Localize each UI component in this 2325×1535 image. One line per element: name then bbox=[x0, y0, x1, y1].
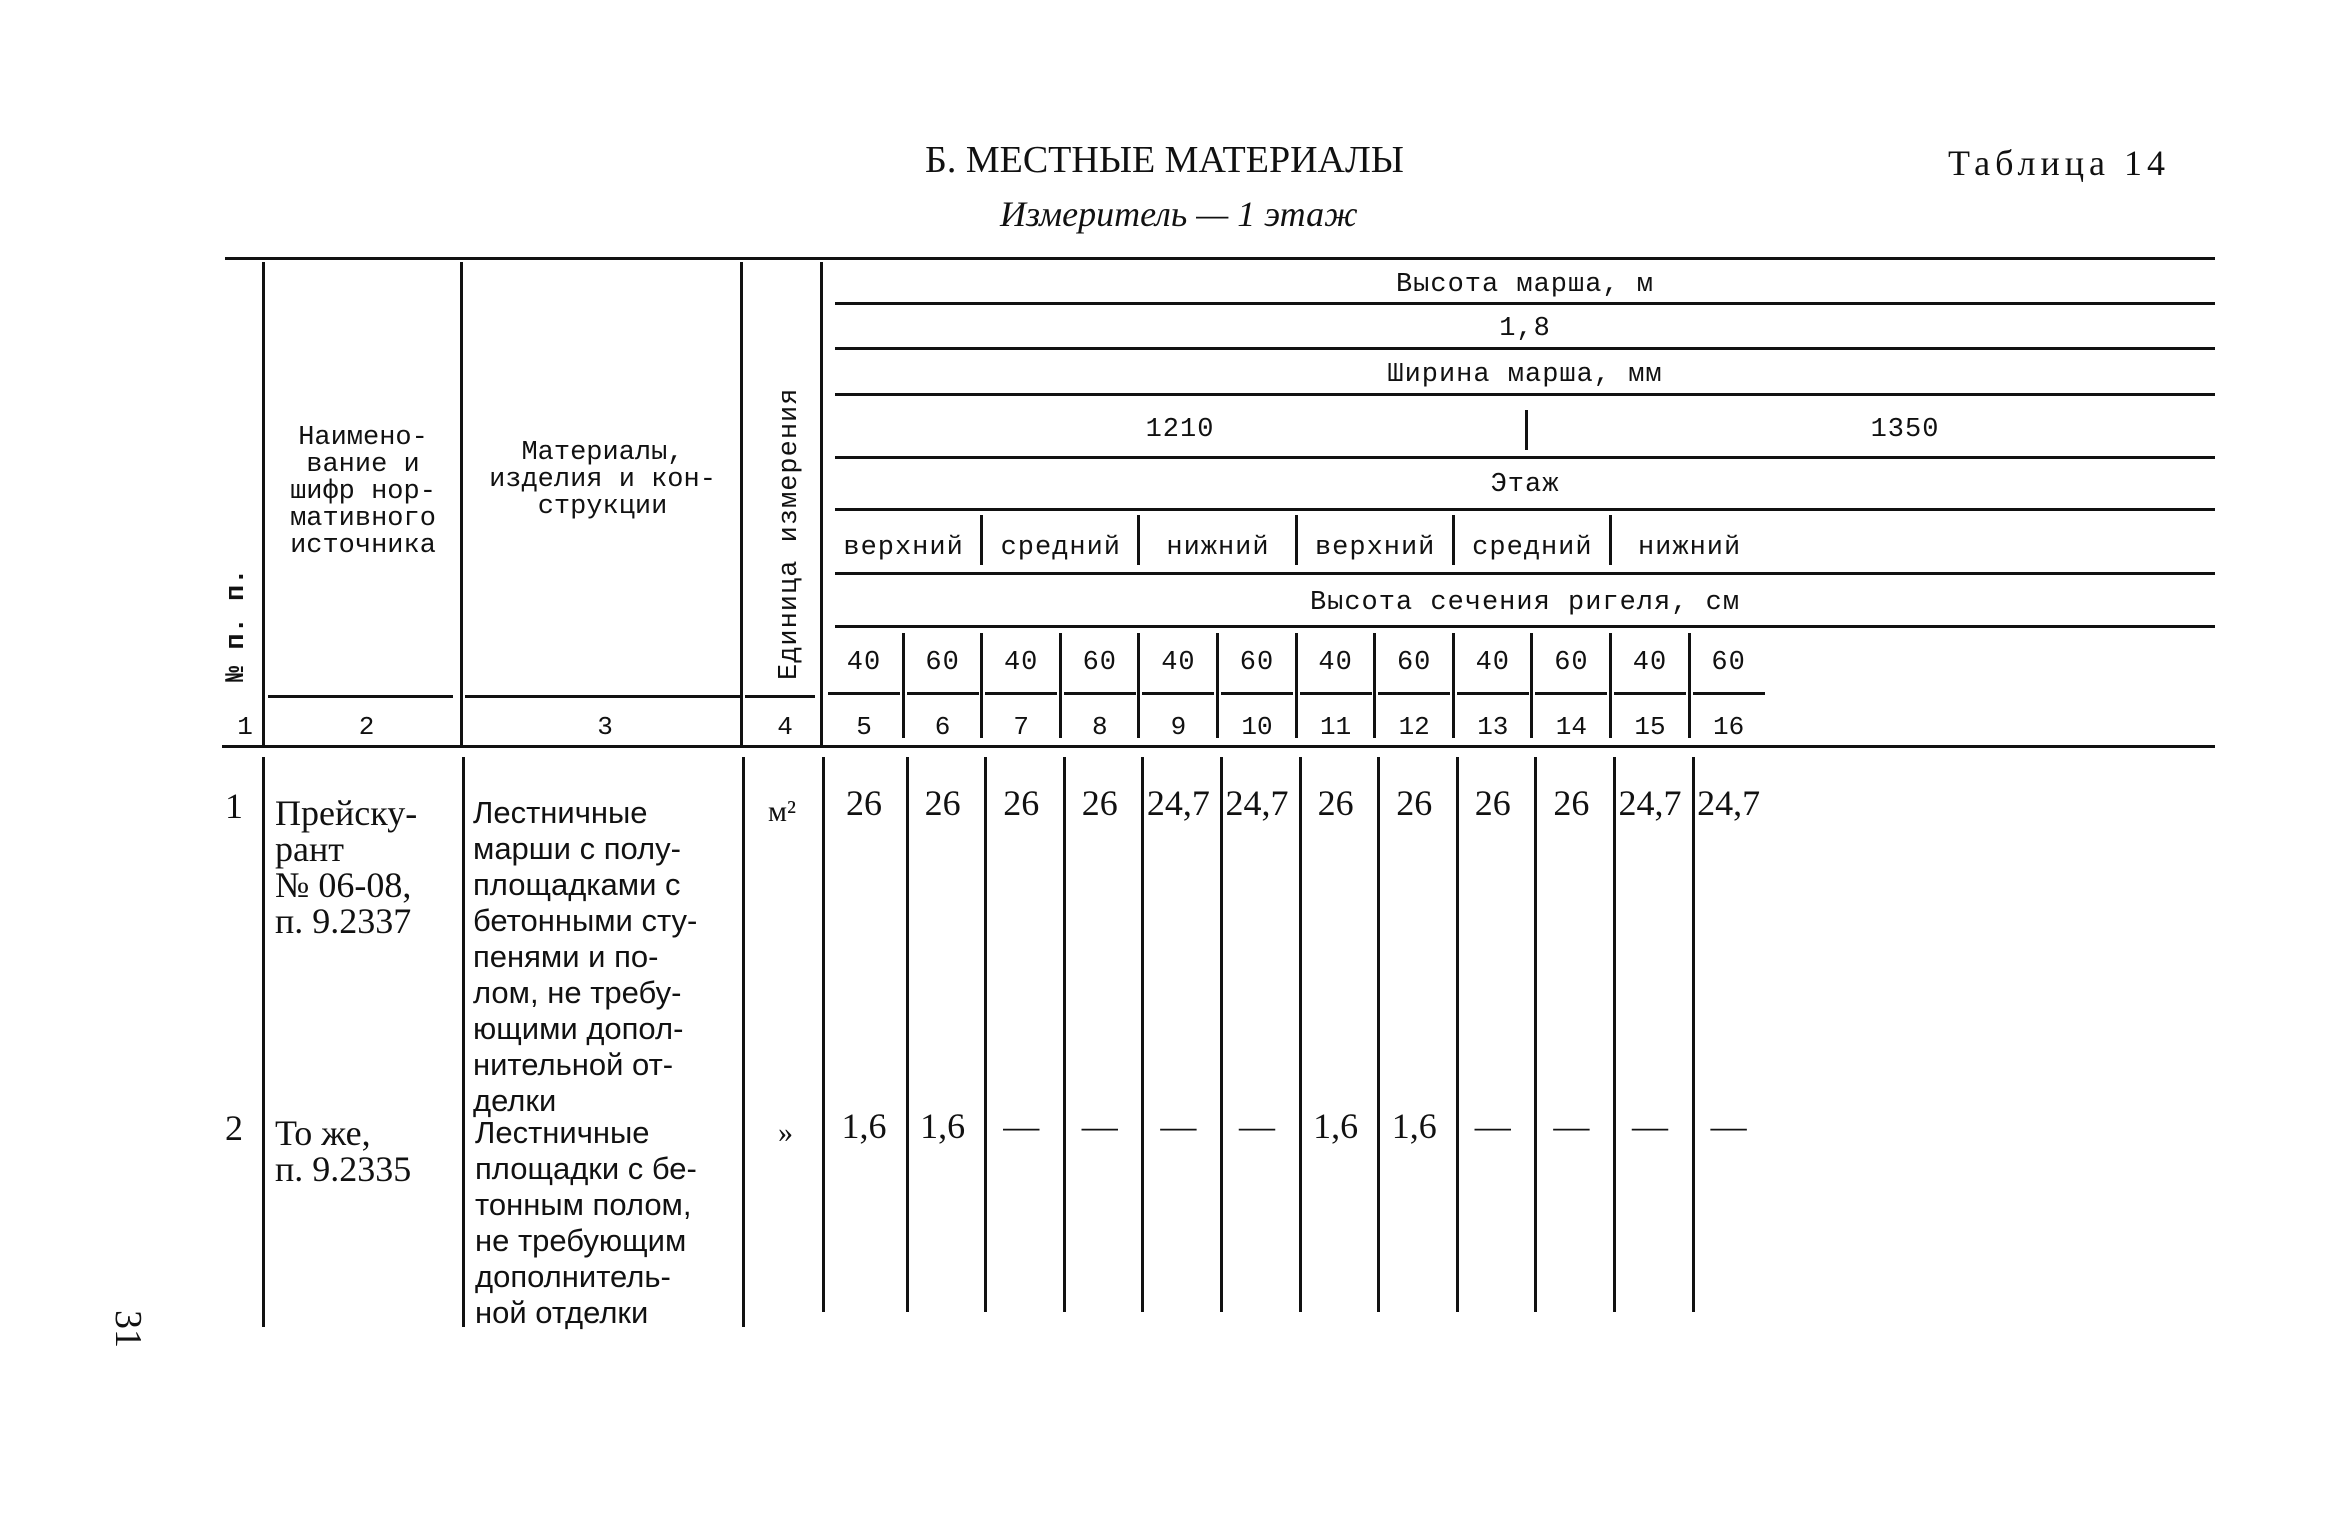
v-rule bbox=[740, 262, 743, 746]
section-label: 60 bbox=[1082, 648, 1117, 678]
table-cell: 26 bbox=[1553, 783, 1590, 823]
measure-caption: Измеритель — 1 этаж bbox=[1000, 194, 1358, 234]
h-rule bbox=[835, 347, 2215, 350]
v-rule bbox=[742, 757, 745, 1327]
v-rule bbox=[820, 262, 823, 746]
h-rule bbox=[745, 695, 815, 698]
column-number: 13 bbox=[1477, 712, 1509, 742]
v-rule bbox=[462, 757, 465, 1327]
column-number: 6 bbox=[934, 712, 951, 742]
table-cell: 26 bbox=[1003, 783, 1040, 823]
height-march-header: Высота марша, м bbox=[1395, 270, 1655, 300]
v-rule bbox=[1609, 633, 1612, 738]
row-2-source: То же, п. 9.2335 bbox=[275, 1113, 412, 1189]
column-number: 2 bbox=[358, 712, 375, 742]
table-cell: — bbox=[1710, 1106, 1747, 1146]
floor-label: средний bbox=[1000, 533, 1121, 563]
v-rule bbox=[1613, 757, 1616, 1312]
h-rule bbox=[985, 692, 1057, 695]
section-label: 40 bbox=[1475, 648, 1510, 678]
table-cell: 26 bbox=[846, 783, 882, 823]
source-header: Наимено- вание и шифр нор- мативного источника bbox=[290, 423, 436, 561]
h-rule bbox=[835, 625, 2215, 628]
column-number: 16 bbox=[1712, 712, 1745, 742]
row-2-no: 2 bbox=[225, 1108, 243, 1148]
v-rule bbox=[1295, 633, 1298, 738]
h-rule bbox=[1693, 692, 1765, 695]
table-cell: 1,6 bbox=[1391, 1106, 1437, 1146]
h-rule bbox=[268, 695, 453, 698]
column-number: 12 bbox=[1398, 712, 1430, 742]
h-rule bbox=[1221, 692, 1293, 695]
column-number: 15 bbox=[1634, 712, 1666, 742]
floor-label: верхний bbox=[843, 533, 964, 563]
floor-label: нижний bbox=[1166, 533, 1270, 563]
h-rule bbox=[828, 692, 900, 695]
table-cell: — bbox=[1081, 1106, 1118, 1146]
table-cell: 1,6 bbox=[841, 1106, 887, 1146]
h-rule bbox=[1300, 692, 1372, 695]
h-rule bbox=[835, 508, 2215, 511]
v-rule bbox=[822, 757, 825, 1312]
section-label: 40 bbox=[1632, 648, 1668, 678]
table-cell: 26 bbox=[1317, 783, 1354, 823]
table-cell: — bbox=[1474, 1106, 1511, 1146]
column-number: 5 bbox=[856, 712, 872, 742]
v-rule bbox=[1688, 633, 1691, 738]
h-rule bbox=[1142, 692, 1214, 695]
v-rule bbox=[1137, 633, 1140, 738]
table-cell: 24,7 bbox=[1225, 783, 1289, 823]
h-rule bbox=[835, 393, 2215, 396]
v-rule bbox=[1456, 757, 1459, 1312]
table-cell: 24,7 bbox=[1697, 783, 1761, 823]
section-label: 60 bbox=[1711, 648, 1746, 678]
section-label: 60 bbox=[925, 648, 960, 678]
v-rule bbox=[980, 633, 983, 738]
table-cell: 1,6 bbox=[1313, 1106, 1359, 1146]
column-number: 3 bbox=[597, 712, 613, 742]
v-rule bbox=[984, 757, 987, 1312]
table-cell: 1,6 bbox=[920, 1106, 966, 1146]
v-rule bbox=[460, 262, 463, 746]
h-rule bbox=[835, 302, 2215, 305]
v-rule bbox=[1299, 757, 1302, 1312]
v-rule bbox=[1452, 515, 1455, 565]
column-number: 8 bbox=[1091, 712, 1108, 742]
v-rule bbox=[1452, 633, 1455, 738]
col-number-header: № п. п. bbox=[222, 568, 252, 682]
table-cell: 26 bbox=[1081, 783, 1118, 823]
v-rule bbox=[1530, 633, 1533, 738]
floor-label: верхний bbox=[1314, 533, 1436, 563]
table-cell: 26 bbox=[1396, 783, 1433, 823]
v-rule bbox=[1373, 633, 1376, 738]
row-1-unit: м² bbox=[768, 795, 796, 828]
row-1-material: Лестничные марши с полу- площадками с бетонными сту- пенями и по- лом, не требу- ющими допол- нительной от- делки bbox=[473, 795, 698, 1118]
column-number: 14 bbox=[1555, 712, 1587, 742]
page-number: 31 bbox=[107, 1310, 149, 1348]
v-rule bbox=[1220, 757, 1223, 1312]
section-label: 40 bbox=[1318, 648, 1353, 678]
material-header: Материалы, изделия и кон- струкции bbox=[489, 438, 716, 522]
width-1210: 1210 bbox=[1145, 415, 1215, 445]
h-rule bbox=[465, 695, 740, 698]
column-number: 9 bbox=[1170, 712, 1187, 742]
section-label: 60 bbox=[1239, 648, 1275, 678]
h-rule bbox=[907, 692, 979, 695]
h-rule bbox=[1378, 692, 1450, 695]
table-cell: — bbox=[1239, 1106, 1275, 1146]
h-rule bbox=[835, 572, 2215, 575]
section-height-header: Высота сечения ригеля, см bbox=[1309, 588, 1741, 618]
v-rule bbox=[1377, 757, 1380, 1312]
v-rule bbox=[1692, 757, 1695, 1312]
section-label: 60 bbox=[1554, 648, 1589, 678]
v-rule bbox=[1063, 757, 1066, 1312]
table-cell: — bbox=[1003, 1106, 1040, 1146]
v-rule bbox=[1216, 633, 1219, 738]
h-rule bbox=[1457, 692, 1529, 695]
floor-label: нижний bbox=[1637, 533, 1742, 563]
row-1-source: Прейску- рант № 06-08, п. 9.2337 bbox=[275, 793, 418, 941]
table-cell: 24,7 bbox=[1618, 783, 1682, 823]
row-2-material: Лестничные площадки с бе- тонным полом, не требующим дополнитель- ной отделки bbox=[475, 1115, 697, 1330]
v-rule bbox=[1534, 757, 1537, 1312]
column-number: 7 bbox=[1013, 712, 1029, 742]
h-rule bbox=[1064, 692, 1136, 695]
v-rule bbox=[902, 633, 905, 738]
table-cell: — bbox=[1632, 1106, 1668, 1146]
h-rule bbox=[1614, 692, 1686, 695]
v-rule bbox=[1525, 410, 1528, 450]
row-1-no: 1 bbox=[225, 786, 243, 826]
row-2-unit: » bbox=[778, 1116, 793, 1149]
column-number: 1 bbox=[237, 712, 253, 742]
table-cell: — bbox=[1160, 1106, 1197, 1146]
v-rule bbox=[1295, 515, 1298, 565]
section-label: 40 bbox=[1161, 648, 1196, 678]
width-march-header: Ширина марша, мм bbox=[1387, 360, 1663, 390]
v-rule bbox=[1137, 515, 1140, 565]
v-rule bbox=[1059, 633, 1062, 738]
section-label: 40 bbox=[846, 648, 882, 678]
table-cell: 24,7 bbox=[1146, 783, 1210, 823]
v-rule bbox=[262, 262, 265, 746]
table-cell: 26 bbox=[924, 783, 961, 823]
v-rule bbox=[980, 515, 983, 565]
column-number: 10 bbox=[1241, 712, 1273, 742]
section-title: Б. МЕСТНЫЕ МАТЕРИАЛЫ bbox=[925, 139, 1404, 181]
table-cell: 26 bbox=[1474, 783, 1511, 823]
height-value: 1,8 bbox=[1499, 314, 1551, 344]
section-label: 40 bbox=[1003, 648, 1039, 678]
v-rule bbox=[262, 757, 265, 1327]
section-label: 60 bbox=[1396, 648, 1432, 678]
table-cell: — bbox=[1553, 1106, 1590, 1146]
h-rule bbox=[1535, 692, 1607, 695]
floor-label: средний bbox=[1472, 533, 1593, 563]
v-rule bbox=[1609, 515, 1612, 565]
unit-header: Единица измерения bbox=[775, 387, 805, 680]
column-number: 11 bbox=[1319, 712, 1352, 742]
h-rule bbox=[225, 257, 2215, 260]
v-rule bbox=[1141, 757, 1144, 1312]
column-number: 4 bbox=[777, 712, 793, 742]
h-rule bbox=[835, 456, 2215, 459]
v-rule bbox=[906, 757, 909, 1312]
width-1350: 1350 bbox=[1870, 415, 1940, 445]
table-label: Таблица 14 bbox=[1948, 143, 2170, 183]
floor-header: Этаж bbox=[1490, 470, 1560, 500]
h-rule bbox=[222, 745, 2215, 748]
